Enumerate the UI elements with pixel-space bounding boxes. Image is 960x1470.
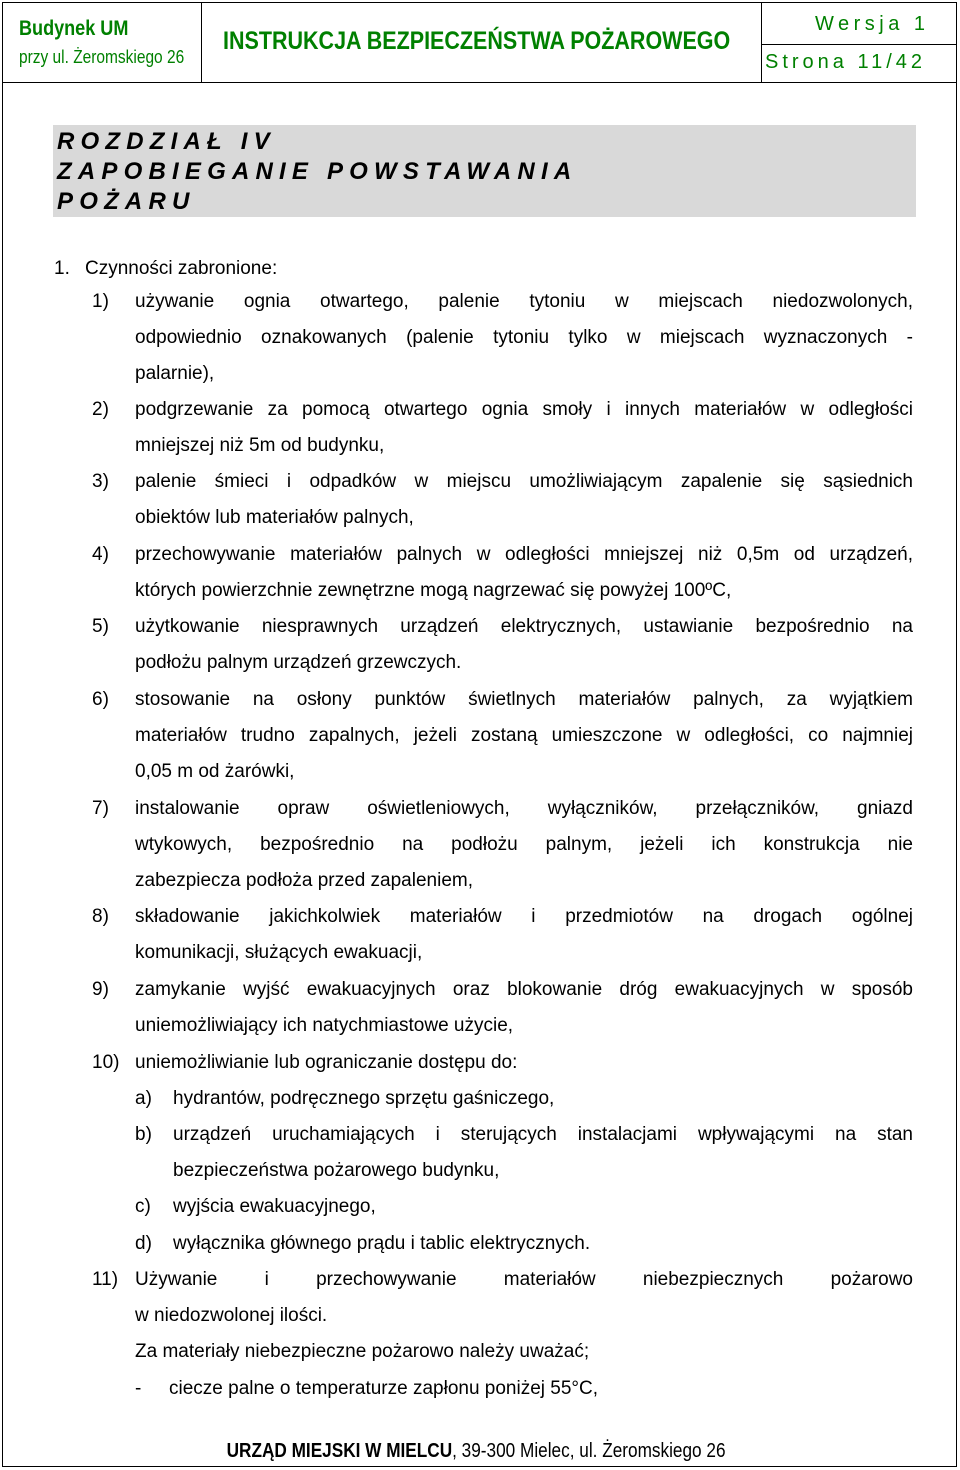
list-item-text: mniejszej niż 5m od budynku, xyxy=(135,435,385,456)
header-title-cell xyxy=(201,3,762,82)
list-item-text: palenie śmieci i odpadków w miejscu umożliwiającym zapalenie się sąsiednich xyxy=(135,471,913,492)
list-item-number: 3) xyxy=(92,471,109,492)
list-item-text: palarnie), xyxy=(135,363,215,384)
list-item-number: 10) xyxy=(92,1052,120,1073)
list-item-text: obiektów lub materiałów palnych, xyxy=(135,507,414,528)
list-item-number: 5) xyxy=(92,616,109,637)
list-item-number: 4) xyxy=(92,544,109,565)
list-item-text: przechowywanie materiałów palnych w odległości mniejszej niż 0,5m od urządzeń, xyxy=(135,544,913,565)
list-item-text: podłożu palnym urządzeń grzewczych. xyxy=(135,652,462,673)
sub-item-letter: a) xyxy=(135,1088,152,1109)
list-item-text: uniemożliwianie lub ograniczanie dostępu do: xyxy=(135,1052,518,1073)
footer xyxy=(0,1440,953,1463)
page-number: Strona 11/42 xyxy=(765,51,927,73)
header-building-cell xyxy=(3,3,202,82)
list-item-text: instalowanie opraw oświetleniowych, wyłączników, przełączników, gniazd xyxy=(135,798,913,819)
sub-item-text: wyjścia ewakuacyjnego, xyxy=(173,1196,376,1217)
list-item-text: w niedozwolonej ilości. xyxy=(135,1305,328,1326)
sub-item-text: wyłącznika głównego prądu i tablic elektrycznych. xyxy=(173,1233,591,1254)
list-item-text: używanie ognia otwartego, palenie tytoniu w miejscach niedozwolonych, xyxy=(135,291,913,312)
list-item-text: podgrzewanie za pomocą otwartego ognia smoły i innych materiałów w odległości xyxy=(135,399,913,420)
chapter-line-1: ROZDZIAŁ IV xyxy=(57,128,276,155)
header-version-cell xyxy=(761,3,956,82)
header xyxy=(3,3,956,83)
dash-bullet: - xyxy=(135,1378,142,1399)
sub-item-text: bezpieczeństwa pożarowego budynku, xyxy=(173,1160,500,1181)
list-item-text: użytkowanie niesprawnych urządzeń elektrycznych, ustawianie bezpośrednio na xyxy=(135,616,913,637)
list-item-number: 1) xyxy=(92,291,109,312)
list-item-number: 2) xyxy=(92,399,109,420)
dash-item-text: ciecze palne o temperaturze zapłonu poniżej 55°C, xyxy=(169,1378,599,1399)
list-item-text: materiałów trudno zapalnych, jeżeli zostaną umieszczone w odległości, co najmniej xyxy=(135,725,913,746)
header-divider xyxy=(761,44,956,45)
sub-item-letter: b) xyxy=(135,1124,152,1145)
list-item-text: których powierzchnie zewnętrzne mogą nagrzewać się powyżej 100ºC, xyxy=(135,580,732,601)
list-item-text: zabezpiecza podłoża przed zapaleniem, xyxy=(135,870,473,891)
building-address: przy ul. Żeromskiego 26 xyxy=(19,47,185,67)
list-item-number: 9) xyxy=(92,979,109,1000)
note-text: Za materiały niebezpieczne pożarowo należy uważać; xyxy=(135,1341,590,1362)
section-number: 1. xyxy=(54,258,70,279)
list-item-text: zamykanie wyjść ewakuacyjnych oraz blokowanie dróg ewakuacyjnych w sposób xyxy=(135,979,913,1000)
sub-item-letter: d) xyxy=(135,1233,152,1254)
list-item-text: stosowanie na osłony punktów świetlnych materiałów palnych, za wyjątkiem xyxy=(135,689,913,710)
list-item-text: uniemożliwiający ich natychmiastowe użycie, xyxy=(135,1015,514,1036)
version-label: Wersja 1 xyxy=(815,13,930,35)
building-name: Budynek UM xyxy=(19,17,129,40)
list-item-number: 7) xyxy=(92,798,109,819)
chapter-heading xyxy=(53,125,916,217)
chapter-line-3: POŻARU xyxy=(57,188,196,215)
document-title: INSTRUKCJA BEZPIECZEŃSTWA POŻAROWEGO xyxy=(223,27,731,55)
list-item-number: 11) xyxy=(92,1269,119,1290)
sub-item-text: urządzeń uruchamiających i sterujących instalacjami wpływającymi na stan xyxy=(173,1124,913,1145)
list-item-text: wtykowych, bezpośrednio na podłożu palnym, jeżeli ich konstrukcja nie xyxy=(135,834,913,855)
list-item-number: 8) xyxy=(92,906,109,927)
sub-item-letter: c) xyxy=(135,1196,151,1217)
sub-item-text: hydrantów, podręcznego sprzętu gaśniczego, xyxy=(173,1088,555,1109)
list-item-text: Używanie i przechowywanie materiałów niebezpiecznych pożarowo xyxy=(135,1269,913,1290)
section-title: Czynności zabronione: xyxy=(85,258,278,279)
list-item-text: komunikacji, służących ewakuacji, xyxy=(135,942,423,963)
list-item-text: składowanie jakichkolwiek materiałów i przedmiotów na drogach ogólnej xyxy=(135,906,913,927)
footer-office: URZĄD MIEJSKI W MIELCU xyxy=(227,1440,453,1462)
chapter-line-2: ZAPOBIEGANIE POWSTAWANIA xyxy=(57,158,578,185)
footer-address: , 39-300 Mielec, ul. Żeromskiego 26 xyxy=(452,1440,726,1462)
list-item-text: odpowiednio oznakowanych (palenie tytoniu tylko w miejscach wyznaczonych - xyxy=(135,327,913,348)
list-item-number: 6) xyxy=(92,689,109,710)
list-item-text: 0,05 m od żarówki, xyxy=(135,761,295,782)
